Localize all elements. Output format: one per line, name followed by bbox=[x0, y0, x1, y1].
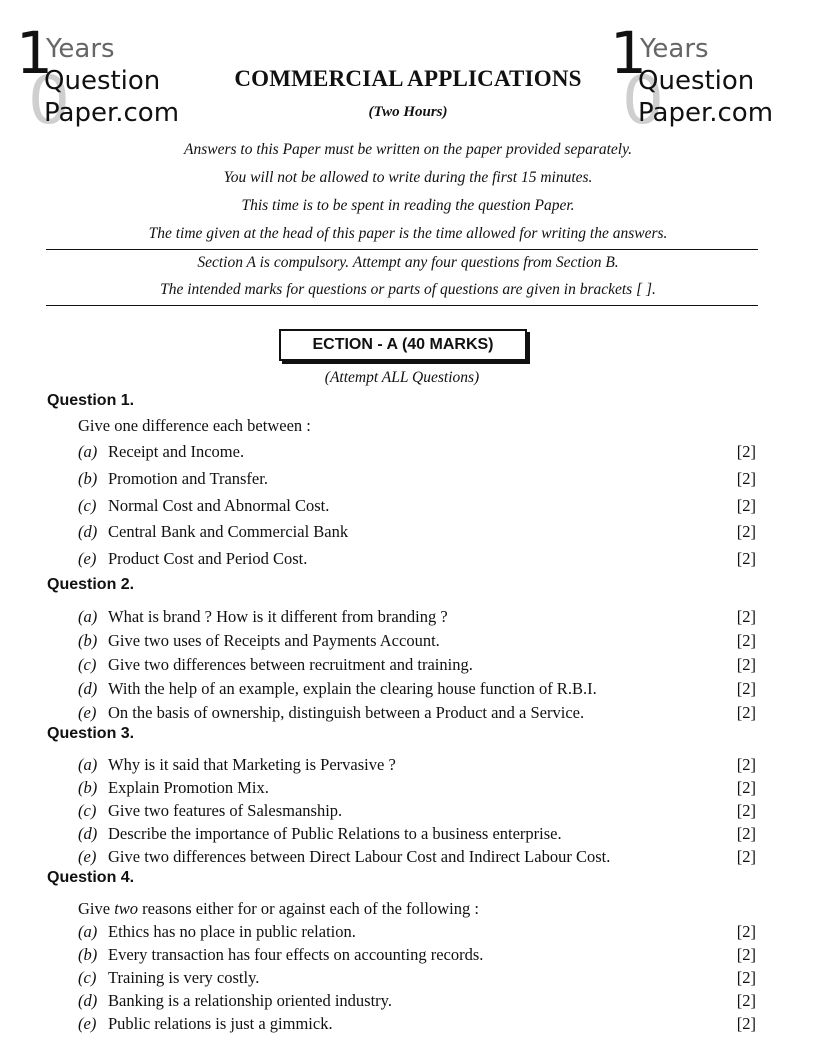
part-label: (e) bbox=[78, 549, 97, 568]
question-heading: Question 3. bbox=[47, 725, 135, 742]
question-part bbox=[78, 823, 758, 845]
part-marks: [2] bbox=[736, 847, 756, 866]
part-label: (c) bbox=[78, 968, 97, 987]
part-label: (e) bbox=[78, 703, 97, 722]
part-text: Promotion and Transfer. bbox=[108, 469, 268, 488]
question-part bbox=[78, 468, 758, 490]
logo-digit-zero: 0 bbox=[28, 62, 70, 139]
part-marks: [2] bbox=[736, 755, 756, 774]
paper-title: COMMERCIAL APPLICATIONS bbox=[234, 66, 582, 91]
part-marks: [2] bbox=[736, 801, 756, 820]
part-label: (d) bbox=[78, 824, 98, 843]
part-text: Give two features of Salesmanship. bbox=[108, 801, 343, 820]
instruction-line: You will not be allowed to write during the first 15 minutes. bbox=[223, 169, 593, 186]
logo-digit-one: 1 bbox=[610, 19, 647, 87]
part-text: Banking is a relationship oriented industry. bbox=[108, 991, 392, 1010]
part-label: (d) bbox=[78, 522, 98, 541]
part-label: (e) bbox=[78, 847, 97, 866]
question-intro bbox=[78, 899, 479, 919]
question-part bbox=[78, 990, 758, 1012]
part-label: (a) bbox=[78, 442, 98, 461]
part-label: (b) bbox=[78, 945, 98, 964]
intro-text: reasons either for or against each of the following : bbox=[138, 899, 479, 918]
part-marks: [2] bbox=[736, 631, 756, 650]
part-text: Explain Promotion Mix. bbox=[108, 778, 269, 797]
question-part bbox=[78, 800, 758, 822]
question-part bbox=[78, 630, 758, 652]
part-label: (a) bbox=[78, 607, 98, 626]
logo-word-years: Years bbox=[46, 34, 115, 64]
part-text: Give two uses of Receipts and Payments Account. bbox=[108, 631, 440, 650]
part-marks: [2] bbox=[736, 522, 756, 541]
part-marks: [2] bbox=[736, 469, 756, 488]
part-marks: [2] bbox=[736, 945, 756, 964]
question-part bbox=[78, 921, 758, 943]
divider-bottom bbox=[46, 305, 758, 306]
part-text: Central Bank and Commercial Bank bbox=[108, 522, 349, 541]
instruction-line: Answers to this Paper must be written on the paper provided separately. bbox=[183, 141, 633, 158]
part-marks: [2] bbox=[736, 703, 756, 722]
part-marks: [2] bbox=[736, 679, 756, 698]
part-marks: [2] bbox=[736, 655, 756, 674]
question-part bbox=[78, 521, 758, 543]
question-part bbox=[78, 846, 758, 868]
part-text: Normal Cost and Abnormal Cost. bbox=[108, 496, 330, 515]
part-label: (a) bbox=[78, 755, 98, 774]
question-part bbox=[78, 678, 758, 700]
logo-digit-zero: 0 bbox=[622, 62, 664, 139]
instruction-line: The time given at the head of this paper is the time allowed for writing the answers. bbox=[148, 225, 668, 242]
intro-emphasis: two bbox=[114, 899, 139, 918]
question-part bbox=[78, 944, 758, 966]
part-marks: [2] bbox=[736, 1014, 756, 1033]
part-text: Give two differences between recruitment and training. bbox=[108, 655, 473, 674]
part-label: (c) bbox=[78, 655, 97, 674]
question-intro: Give one difference each between : bbox=[78, 416, 311, 435]
section-attempt-note: (Attempt ALL Questions) bbox=[324, 369, 480, 386]
part-label: (b) bbox=[78, 469, 98, 488]
part-text: Ethics has no place in public relation. bbox=[108, 922, 356, 941]
question-part bbox=[78, 702, 758, 724]
part-label: (d) bbox=[78, 679, 98, 698]
question-part bbox=[78, 495, 758, 517]
part-text: Describe the importance of Public Relations to a business enterprise. bbox=[108, 824, 562, 843]
part-text: Why is it said that Marketing is Pervasive ? bbox=[108, 755, 396, 774]
question-part bbox=[78, 654, 758, 676]
logo-word-years: Years bbox=[640, 34, 709, 64]
part-marks: [2] bbox=[736, 991, 756, 1010]
part-text: Give two differences between Direct Labour Cost and Indirect Labour Cost. bbox=[108, 847, 611, 866]
question-part bbox=[78, 1013, 758, 1035]
part-text: Receipt and Income. bbox=[108, 442, 245, 461]
instruction-line: The intended marks for questions or parts of questions are given in brackets [ ]. bbox=[160, 281, 656, 298]
paper-duration: (Two Hours) bbox=[368, 104, 448, 120]
part-label: (c) bbox=[78, 496, 97, 515]
part-label: (d) bbox=[78, 991, 98, 1010]
part-label: (b) bbox=[78, 778, 98, 797]
question-heading: Question 1. bbox=[47, 392, 135, 409]
part-text: Training is very costly. bbox=[108, 968, 260, 987]
logo-word-paper: Paper.com bbox=[44, 98, 180, 128]
part-text: Public relations is just a gimmick. bbox=[108, 1014, 333, 1033]
part-label: (c) bbox=[78, 801, 97, 820]
part-marks: [2] bbox=[736, 922, 756, 941]
part-text: Every transaction has four effects on accounting records. bbox=[108, 945, 484, 964]
intro-text: Give bbox=[78, 899, 115, 918]
section-a-heading: ECTION - A (40 MARKS) bbox=[279, 329, 527, 361]
logo-digit-one: 1 bbox=[16, 19, 53, 87]
part-text: Product Cost and Period Cost. bbox=[108, 549, 308, 568]
question-heading: Question 4. bbox=[47, 869, 135, 886]
part-marks: [2] bbox=[736, 824, 756, 843]
logo-word-question: Question bbox=[638, 66, 755, 96]
part-text: With the help of an example, explain the clearing house function of R.B.I. bbox=[108, 679, 597, 698]
part-text: On the basis of ownership, distinguish between a Product and a Service. bbox=[108, 703, 585, 722]
part-marks: [2] bbox=[736, 968, 756, 987]
part-marks: [2] bbox=[736, 607, 756, 626]
question-part bbox=[78, 777, 758, 799]
part-marks: [2] bbox=[736, 778, 756, 797]
instruction-line: This time is to be spent in reading the question Paper. bbox=[241, 197, 575, 214]
instruction-line: Section A is compulsory. Attempt any four questions from Section B. bbox=[197, 254, 619, 271]
question-part bbox=[78, 548, 758, 570]
logo-word-paper: Paper.com bbox=[638, 98, 774, 128]
logo-word-question: Question bbox=[44, 66, 161, 96]
part-label: (b) bbox=[78, 631, 98, 650]
question-part bbox=[78, 967, 758, 989]
part-marks: [2] bbox=[736, 496, 756, 515]
question-part bbox=[78, 606, 758, 628]
question-part bbox=[78, 754, 758, 776]
part-label: (e) bbox=[78, 1014, 97, 1033]
divider-top bbox=[46, 249, 758, 250]
part-marks: [2] bbox=[736, 442, 756, 461]
question-heading: Question 2. bbox=[47, 576, 135, 593]
part-text: What is brand ? How is it different from branding ? bbox=[108, 607, 448, 626]
part-marks: [2] bbox=[736, 549, 756, 568]
part-label: (a) bbox=[78, 922, 98, 941]
question-part bbox=[78, 441, 758, 463]
